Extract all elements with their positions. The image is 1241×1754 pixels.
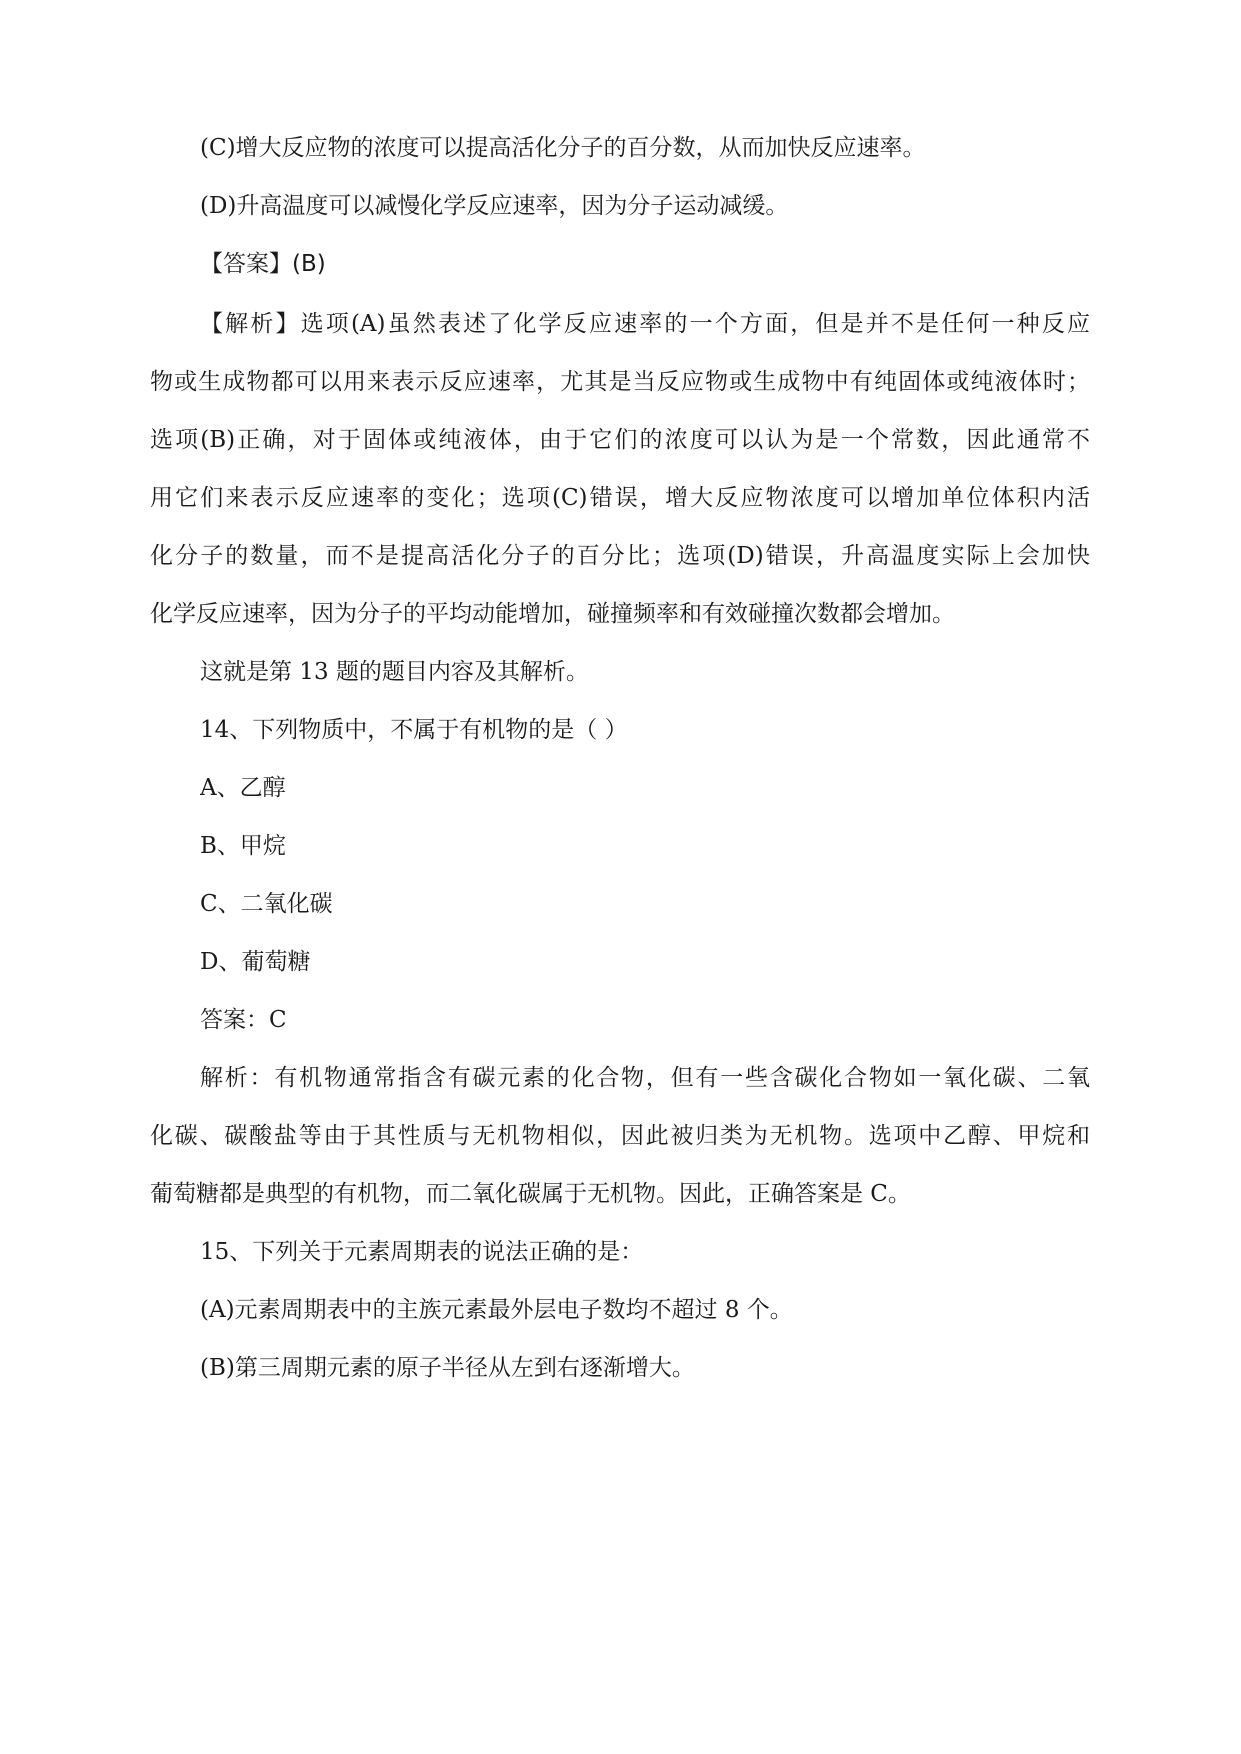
question-14: 14、下列物质中，不属于有机物的是（ ） [200,717,628,743]
summary-line: 这就是第 13 题的题目内容及其解析。 [200,659,589,685]
q14-explanation-line-2: 化碳、碳酸盐等由于其性质与无机物相似，因此被归类为无机物。选项中乙醇、甲烷和 [150,1123,1090,1149]
q14-explanation-line-1: 解析：有机物通常指含有碳元素的化合物，但有一些含碳化合物如一氧化碳、二氧 [200,1065,1090,1091]
explanation-line-1: 【解析】选项(A)虽然表述了化学反应速率的一个方面，但是并不是任何一种反应 [200,311,1090,337]
question-15: 15、下列关于元素周期表的说法正确的是： [200,1239,644,1265]
q14-option-a: A、乙醇 [200,775,286,801]
explanation-line-4: 用它们来表示反应速率的变化；选项(C)错误，增大反应物浓度可以增加单位体积内活 [150,485,1090,511]
q14-option-d: D、葡萄糖 [200,949,311,975]
explanation-line-2: 物或生成物都可以用来表示反应速率，尤其是当反应物或生成物中有纯固体或纯液体时； [150,369,1090,395]
q14-explanation-line-3: 葡萄糖都是典型的有机物，而二氧化碳属于无机物。因此，正确答案是 C。 [150,1181,911,1207]
q15-option-b: (B)第三周期元素的原子半径从左到右逐渐增大。 [200,1355,695,1381]
answer-label: 【答案】(B) [200,251,326,277]
q14-answer: 答案：C [200,1007,287,1033]
q14-option-b: B、甲烷 [200,833,286,859]
explanation-line-3: 选项(B)正确，对于固体或纯液体，由于它们的浓度可以认为是一个常数，因此通常不 [150,427,1090,453]
explanation-line-6: 化学反应速率，因为分子的平均动能增加，碰撞频率和有效碰撞次数都会增加。 [150,601,955,627]
q14-option-c: C、二氧化碳 [200,891,333,917]
option-c-text: (C)增大反应物的浓度可以提高活化分子的百分数，从而加快反应速率。 [200,135,926,161]
option-d-text: (D)升高温度可以减慢化学反应速率，因为分子运动减缓。 [200,193,789,219]
q15-option-a: (A)元素周期表中的主族元素最外层电子数均不超过 8 个。 [200,1297,793,1323]
explanation-line-5: 化分子的数量，而不是提高活化分子的百分比；选项(D)错误，升高温度实际上会加快 [150,543,1090,569]
